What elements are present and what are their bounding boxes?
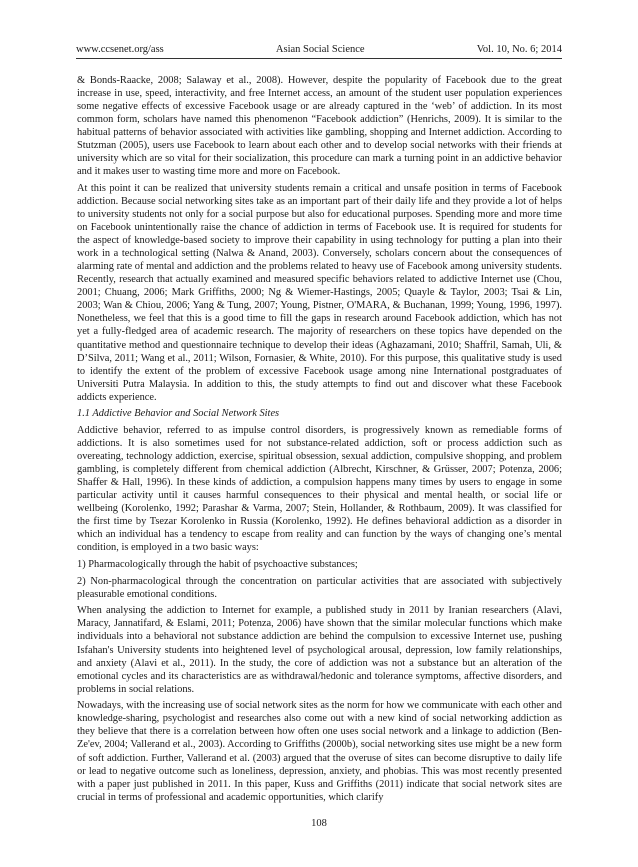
body-text xyxy=(77,74,562,807)
paragraph: Addictive behavior, referred to as impulse control disorders, is progressively known as remediable forms of addictions. It is also sometimes used for not substance-related addiction, soft or process addiction such as overeating, technology addiction, exercise, spiritual obsession, sexual addiction, compulsive shopping, and problem gambling, is completely different from chemical addiction (Albrecht, Kirschner, & Grüsser, 2007; Potenza, 2006; Shaffer & Hall, 1996). In these kinds of addiction, a compulsion happens many times by users to engage in some particular activity until it causes harmful consequences to their physical and mental health, or social life or wellbeing (Korolenko, 1992; Parashar & Varma, 2007; Stein, Hollander, & Rothbaum, 2009). It was classified for the first time by Tsezar Korolenko in Russia (Korolenko, 1992). He defines behavioral addiction as a disorder in which an individual has a tendency to escape from reality and can function by the ways of changing one’s mental condition, is employed in a two basic ways: xyxy=(77,425,562,554)
header-journal-title: Asian Social Science xyxy=(275,44,365,55)
list-item: 2) Non-pharmacological through the concentration on particular activities that are associated with subjectively pleasurable emotional conditions. xyxy=(77,575,562,600)
list-item: 1) Pharmacologically through the habit of psychoactive substances; xyxy=(77,559,358,571)
paragraph: Nowadays, with the increasing use of social network sites as the norm for how we communicate with each other and knowledge-sharing, psychologist and researches also come out with a new kind of social networking addiction as they believe that there is a correlation between how often one uses social network and a linkage to addiction (Ben-Ze'ev, 2004; Vallerand et al., 2003). According to Griffiths (2000b), social networking sites use might be a new form of soft addiction. Further, Vallerand et al. (2003) argued that the overuse of sites can become disruptive to daily life or lead to negative outcome such as loneliness, depression, anxiety, and phobias. This was most recently presented with a paper just published in 2011. In this paper, Kuss and Griffiths (2011) indicate that social network sites are crucial in terms of professional and academic opportunities, which clarify xyxy=(77,700,562,803)
page-number: 108 xyxy=(311,818,327,829)
paragraph: & Bonds-Raacke, 2008; Salaway et al., 2008). However, despite the popularity of Facebook due to the great increase in use, speed, interactivity, and free Internet access, an amount of the student user population experiences some negative effects of excessive Facebook usage or are already captured in the ‘web’ of addiction. In its most common form, scholars have named this phenomenon “Facebook addiction” (Henrichs, 2009). It is similar to the habitual patterns of behavior associated with activities like gambling, shopping and Internet addiction. According to Stutzman (2005), users use Facebook to learn about each other and to develop social networks with their friends at university which are so vital for their socialization, this procedure can mark a turning point in an addictive behavior and it makes user to wasting time more and more on Facebook. xyxy=(77,75,562,178)
running-header xyxy=(76,43,562,56)
header-issue: Vol. 10, No. 6; 2014 xyxy=(476,44,562,55)
section-subheading: 1.1 Addictive Behavior and Social Network Sites xyxy=(77,408,280,420)
header-rule xyxy=(76,58,562,59)
paragraph: When analysing the addiction to Internet for example, a published study in 2011 by Iranian researchers (Alavi, Maracy, Jannatifard, & Eslami, 2011; Potenza, 2006) have shown that the similar molecular functions which make individuals into a behavioral not substance addiction are behind the compulsion to excessive Internet use, pushing Isfahan's University students into heightened level of psychological arousal, depression, low family relationships, and anxiety (Alavi et al., 2011). In the study, the core of addiction was not a substance but an alteration of the emotional cycles and its characteristics are as withdrawal/hedonic and tolerance symptoms, affective disorders, and problems in social relations. xyxy=(77,605,562,695)
header-site-url[interactable]: www.ccsenet.org/ass xyxy=(76,44,164,55)
paragraph: At this point it can be realized that university students remain a critical and unsafe position in terms of Facebook addiction. Because social networking sites take as an important part of their daily life and they provide a lot of helps to university students not only for a social purpose but also for educational purposes. Spending more and more time on Facebook unintentionally raise the chance of addiction in terms of Facebook use. It is required for students for the aspect of knowledge-based society to improve their capability in using technology for putting a plan into their work in a technological setting (Nalwa & Anand, 2003). Conversely, scholars concern about the consequences of alarming rate of mental and addiction and the problems related to heavy use of Facebook among university students. Recently, research that actually examined and measured specific behaviors related to addictive Internet use (Chou, 2001; Chuang, 2006; Mark Griffiths, 2000; Ng & Wiemer-Hastings, 2005; Quayle & Taylor, 2003; Tsai & Lin, 2003; Wan & Chiou, 2006; Yang & Tung, 2007; Young, Pistner, O'MARA, & Buchanan, 1999; Young, 1996, 1997). Nonetheless, we feel that this is a good time to fill the gaps in research around Facebook addiction, which has not yet a fully-fledged area of academic research. The majority of researchers on these topics have depended on the quantitative method and questionnaire technique to develop their ideas (Aghazamani, 2010; Shaffril, Samah, Uli, & D’Silva, 2011; Wang et al., 2011; Wilson, Fornasier, & White, 2010). For this purpose, this qualitative study is used to identify the extent of the problem of excessive Facebook usage among nine International postgraduates of Universiti Putra Malaysia. In addition to this, the study attempts to find out and discover what these Facebook addicts experience. xyxy=(77,182,562,403)
